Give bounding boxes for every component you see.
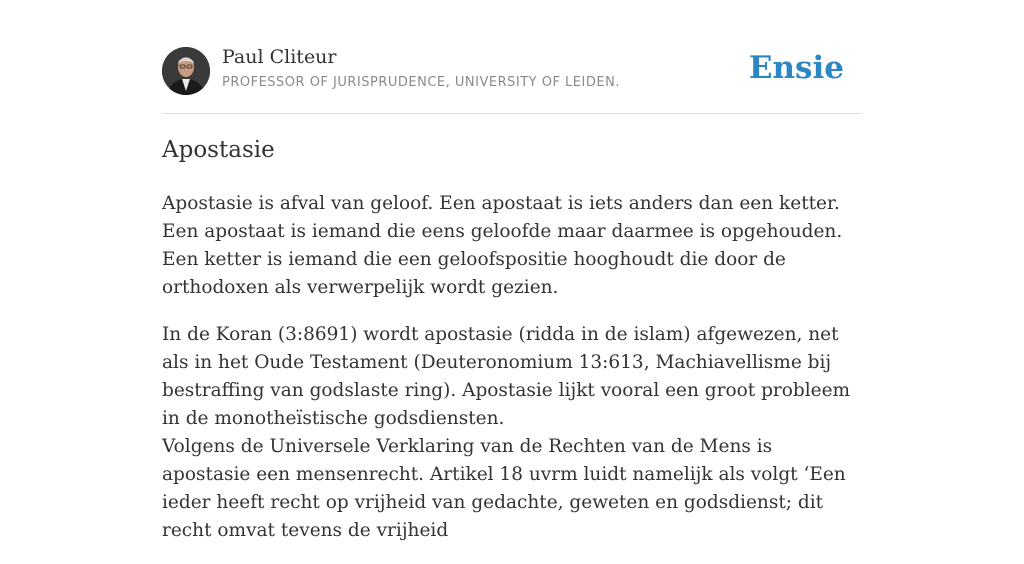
article-paragraph-1: Apostasie is afval van geloof. Een apostaat is iets anders dan een ketter. Een apostaat is iemand die eens geloofde maar daarmee is opgehouden. Een ketter is iemand die een geloofspositie hooghoudt die door de orthodoxen als verwerpelijk wordt gezien. [162,193,843,298]
author-role: PROFESSOR OF JURISPRUDENCE, UNIVERSITY OF LEIDEN. [222,75,620,90]
article-title: Apostasie [162,137,275,163]
author-name[interactable]: Paul Cliteur [222,46,337,68]
author-avatar[interactable] [162,47,210,95]
ensie-logo[interactable]: Ensie [748,50,844,86]
article-body [162,190,862,564]
article-paragraph-2: In de Koran (3:8691) wordt apostasie (ridda in de islam) afgewezen, net als in het Oude Testament (Deuteronomium 13:613, Machiavellisme bij bestraffing van godslaste ring). Apostasie lijkt vooral een groot probleem in de monotheïstische godsdiensten. [162,324,851,429]
article-paragraph-3: Volgens de Universele Verklaring van de Rechten van de Mens is apostasie een mensenrecht. Artikel 18 uvrm luidt namelijk als volgt ‘Een ieder heeft recht op vrijheid van gedachte, geweten en godsdienst; dit recht omvat tevens de vrijheid [162,436,846,541]
avatar-photo [162,47,210,95]
author-header [162,46,862,114]
